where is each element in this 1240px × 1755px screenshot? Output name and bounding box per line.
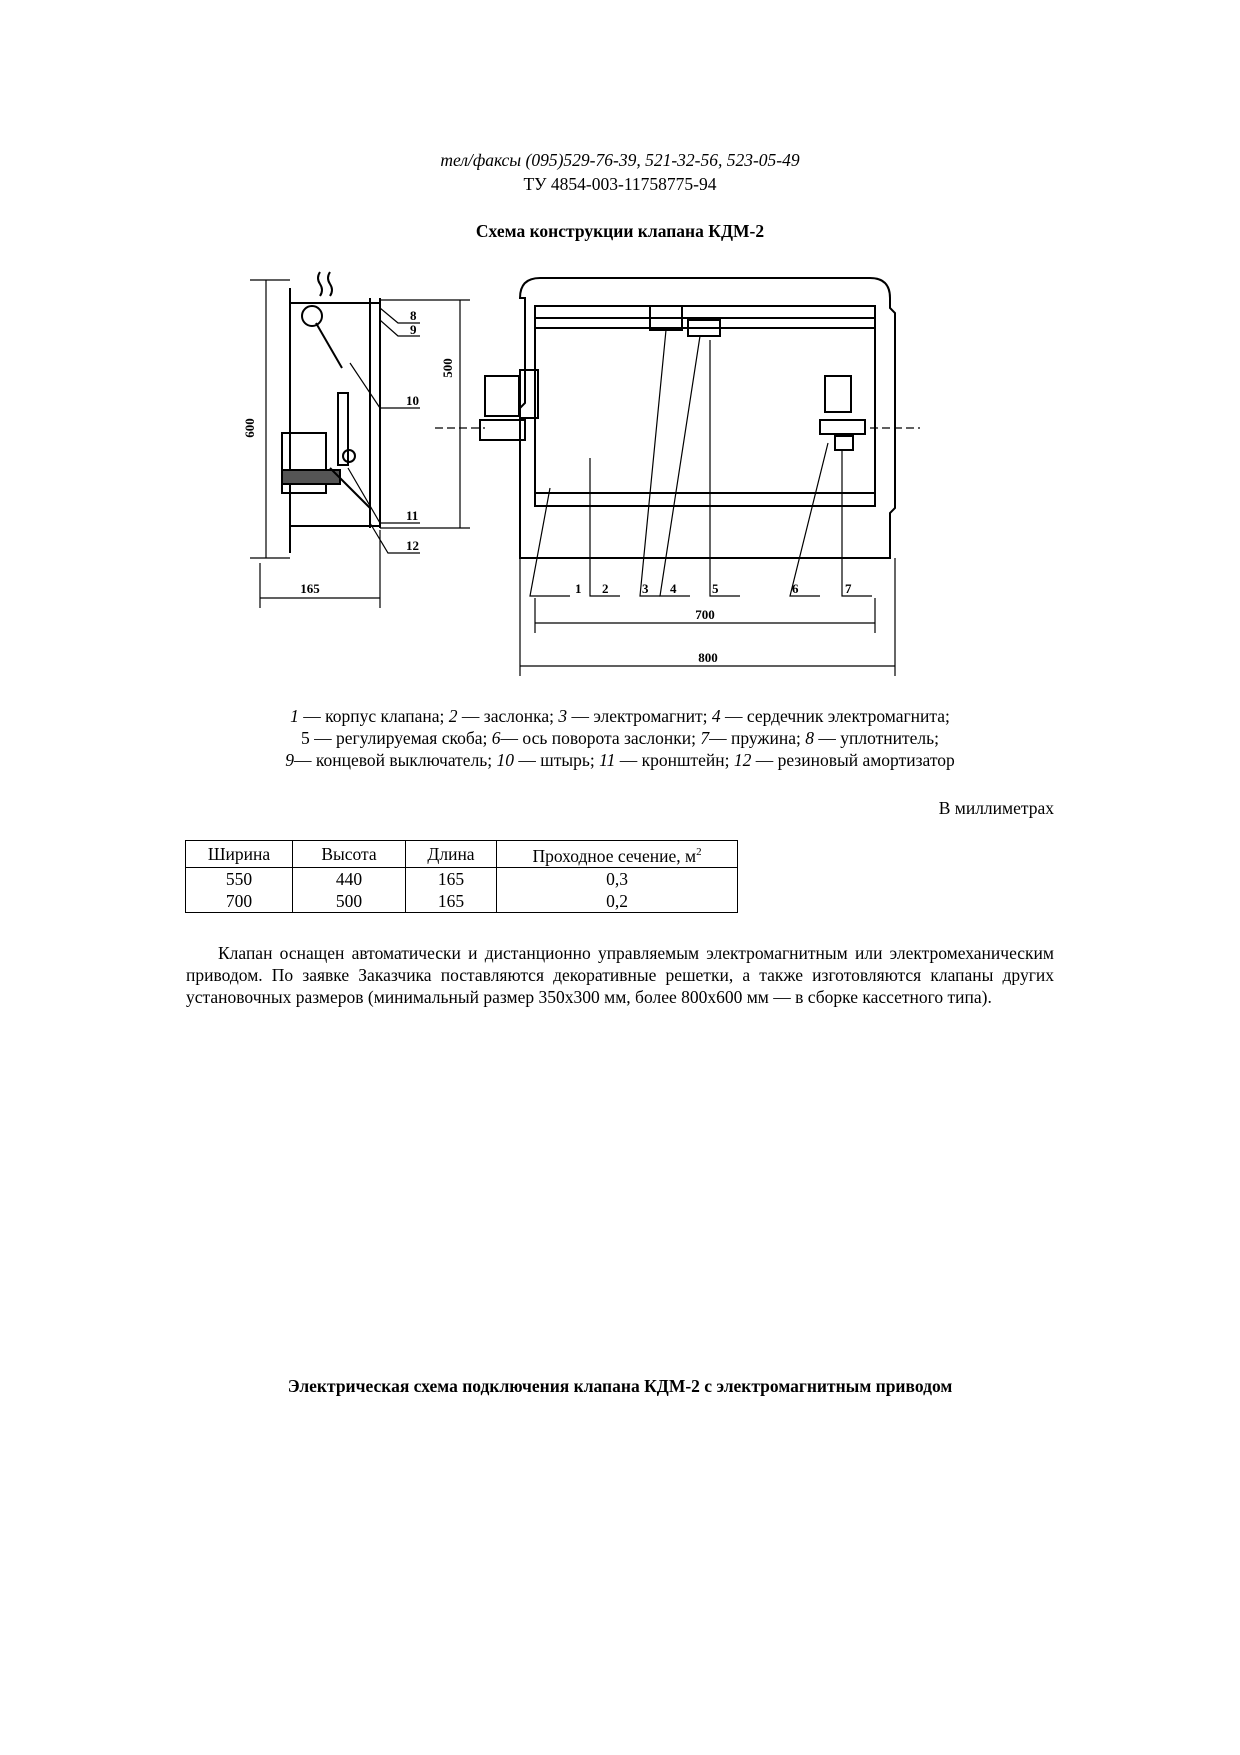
dim-700: 700 bbox=[695, 607, 715, 622]
side-bracket bbox=[330, 468, 370, 508]
label-2: 2 bbox=[602, 581, 609, 596]
side-rod bbox=[316, 323, 342, 368]
figure-title: Схема конструкции клапана КДМ-2 bbox=[475, 221, 765, 241]
label-12: 12 bbox=[406, 538, 419, 553]
table-header-row bbox=[186, 841, 738, 868]
legend-line-2: 5 — регулируемая скоба; 6— ось поворота заслонки; 7— пружина; 8 — уплотнитель; bbox=[301, 728, 939, 748]
dimensions-table bbox=[185, 840, 738, 913]
label-4: 4 bbox=[670, 581, 677, 596]
dim-600: 600 bbox=[242, 418, 257, 438]
side-switch bbox=[302, 306, 322, 326]
label-9: 9 bbox=[410, 322, 417, 337]
label-6: 6 bbox=[792, 581, 799, 596]
header-width: Ширина bbox=[186, 841, 293, 868]
header-tu: ТУ 4854-003-11758775-94 bbox=[523, 174, 717, 194]
label-10: 10 bbox=[406, 393, 419, 408]
units-note: В миллиметрах bbox=[938, 798, 1054, 818]
label-11: 11 bbox=[406, 508, 419, 523]
label-5: 5 bbox=[712, 581, 719, 596]
table-row: 700 500 165 0,2 bbox=[186, 890, 738, 913]
dim-165: 165 bbox=[300, 581, 320, 596]
legend-line-1: 1 — корпус клапана; 2 — заслонка; 3 — электромагнит; 4 — сердечник электромагнита; bbox=[290, 706, 950, 726]
label-1: 1 bbox=[575, 581, 582, 596]
side-wires bbox=[318, 272, 332, 296]
header-height: Высота bbox=[293, 841, 406, 868]
dim-800: 800 bbox=[698, 650, 718, 665]
front-right-mechanism bbox=[825, 376, 851, 412]
valve-construction-diagram bbox=[230, 268, 1010, 688]
description-paragraph: Клапан оснащен автоматически и дистанционно управляемым электромагнитным или электромеханическим приводом. По заявке Заказчика поставляются декоративные решетки, а также изготовляются клапаны других установочных размеров (минимальный размер 350х300 мм, более 800х600 мм — в сборке кассетного типа). bbox=[186, 943, 1054, 1007]
label-7: 7 bbox=[845, 581, 852, 596]
legend-line-3: 9— концевой выключатель; 10 — штырь; 11 — кронштейн; 12 — резиновый амортизатор bbox=[285, 750, 955, 770]
table-row: 550 440 165 0,3 bbox=[186, 867, 738, 890]
header-section: Проходное сечение, $м^2$ bbox=[497, 841, 738, 868]
header-length: Длина bbox=[406, 841, 497, 868]
dim-500: 500 bbox=[440, 358, 455, 378]
label-3: 3 bbox=[642, 581, 649, 596]
electrical-scheme-title: Электрическая схема подключения клапана КДМ-2 с электромагнитным приводом bbox=[287, 1376, 953, 1396]
side-rubber-pad bbox=[282, 470, 340, 484]
front-left-mechanism bbox=[485, 376, 519, 416]
label-8: 8 bbox=[410, 308, 417, 323]
header-phones: тел/факсы (095)529-76-39, 521-32-56, 523-05-49 bbox=[440, 150, 800, 170]
